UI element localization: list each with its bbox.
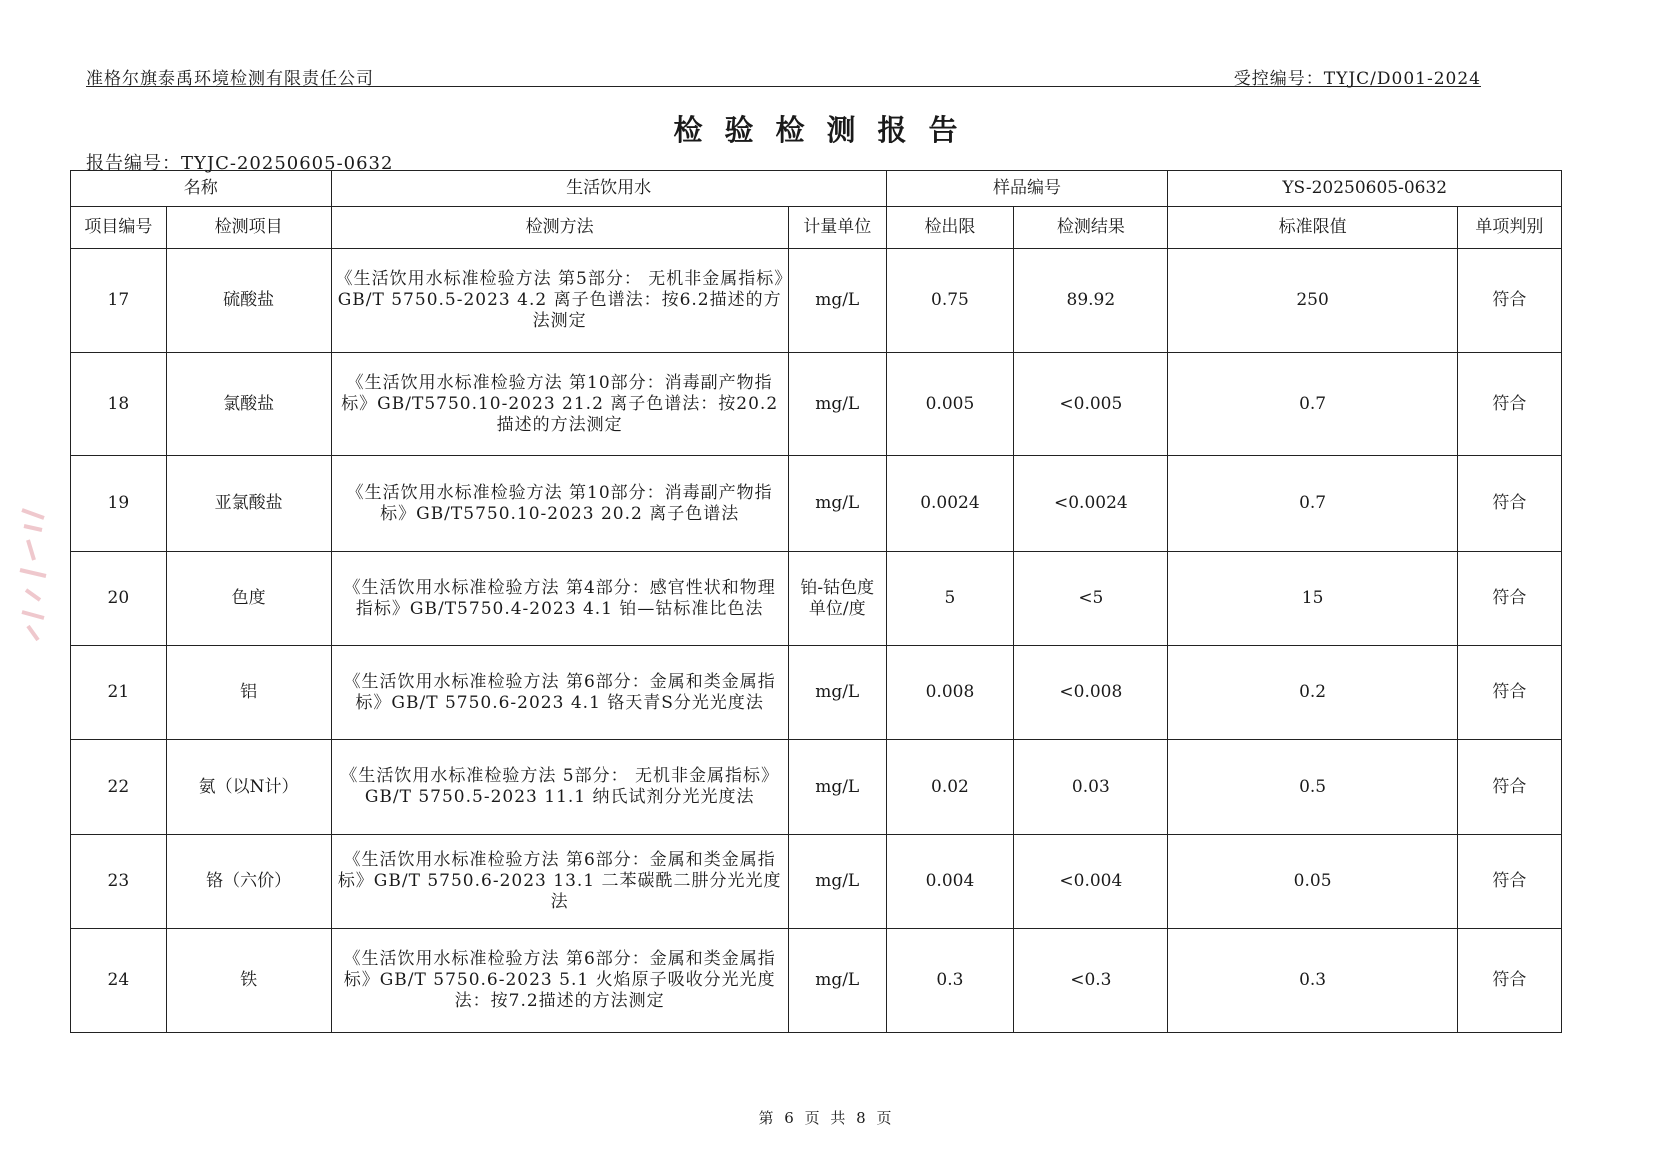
limit-cell: 0.008 — [886, 646, 1014, 740]
judge-cell: 符合 — [1457, 835, 1561, 929]
item-cell: 铁 — [166, 929, 331, 1033]
column-header-row — [71, 207, 1562, 249]
col-limit: 检出限 — [886, 207, 1014, 249]
result-cell: <0.008 — [1014, 646, 1168, 740]
result-cell: 0.03 — [1014, 740, 1168, 835]
judge-cell: 符合 — [1457, 456, 1561, 552]
method-cell: 《生活饮用水标准检验方法 第6部分：金属和类金属指标》GB/T 5750.6-2023 13.1 二苯碳酰二肼分光光度法 — [331, 835, 788, 929]
company-name: 准格尔旗泰禹环境检测有限责任公司 — [86, 69, 374, 89]
judge-cell: 符合 — [1457, 740, 1561, 835]
judge-cell: 符合 — [1457, 646, 1561, 740]
standard-cell: 250 — [1168, 249, 1457, 353]
result-cell: 89.92 — [1014, 249, 1168, 353]
item-no-cell: 23 — [71, 835, 167, 929]
item-cell: 亚氯酸盐 — [166, 456, 331, 552]
control-number: 受控编号：TYJC/D001-2024 — [1233, 69, 1481, 89]
item-no-cell: 20 — [71, 552, 167, 646]
item-cell: 色度 — [166, 552, 331, 646]
col-method: 检测方法 — [331, 207, 788, 249]
method-cell: 《生活饮用水标准检验方法 5部分： 无机非金属指标》GB/T 5750.5-2023 11.1 纳氏试剂分光光度法 — [331, 740, 788, 835]
col-standard: 标准限值 — [1168, 207, 1457, 249]
unit-cell: mg/L — [788, 835, 886, 929]
unit-cell: 铂-钴色度单位/度 — [788, 552, 886, 646]
seal-stamp-fragment — [14, 500, 54, 650]
table-row — [71, 740, 1562, 835]
item-cell: 硫酸盐 — [166, 249, 331, 353]
method-cell: 《生活饮用水标准检验方法 第10部分：消毒副产物指标》GB/T5750.10-2023 21.2 离子色谱法：按20.2描述的方法测定 — [331, 353, 788, 456]
method-cell: 《生活饮用水标准检验方法 第5部分： 无机非金属指标》GB/T 5750.5-2023 4.2 离子色谱法：按6.2描述的方法测定 — [331, 249, 788, 353]
limit-cell: 0.02 — [886, 740, 1014, 835]
col-item: 检测项目 — [166, 207, 331, 249]
method-cell: 《生活饮用水标准检验方法 第4部分：感官性状和物理指标》GB/T5750.4-2023 4.1 铂—钴标准比色法 — [331, 552, 788, 646]
standard-cell: 0.7 — [1168, 353, 1457, 456]
sample-label: 样品编号 — [886, 171, 1168, 207]
item-no-cell: 19 — [71, 456, 167, 552]
report-title: 检验检测报告 — [673, 113, 980, 147]
standard-cell: 0.05 — [1168, 835, 1457, 929]
standard-cell: 0.5 — [1168, 740, 1457, 835]
result-cell: <0.0024 — [1014, 456, 1168, 552]
limit-cell: 0.005 — [886, 353, 1014, 456]
result-cell: <0.3 — [1014, 929, 1168, 1033]
table-row — [71, 646, 1562, 740]
page-footer: 第 6 页 共 8 页 — [758, 1109, 895, 1127]
unit-cell: mg/L — [788, 929, 886, 1033]
method-cell: 《生活饮用水标准检验方法 第10部分：消毒副产物指标》GB/T5750.10-2023 20.2 离子色谱法 — [331, 456, 788, 552]
col-unit: 计量单位 — [788, 207, 886, 249]
item-cell: 氨（以N计） — [166, 740, 331, 835]
table-row — [71, 835, 1562, 929]
results-table — [70, 170, 1562, 1033]
item-no-cell: 17 — [71, 249, 167, 353]
unit-cell: mg/L — [788, 740, 886, 835]
table-row — [71, 456, 1562, 552]
item-cell: 铬（六价） — [166, 835, 331, 929]
result-cell: <5 — [1014, 552, 1168, 646]
standard-cell: 0.3 — [1168, 929, 1457, 1033]
name-label: 名称 — [71, 171, 332, 207]
item-cell: 氯酸盐 — [166, 353, 331, 456]
unit-cell: mg/L — [788, 249, 886, 353]
method-cell: 《生活饮用水标准检验方法 第6部分：金属和类金属指标》GB/T 5750.6-2023 4.1 铬天青S分光光度法 — [331, 646, 788, 740]
sample-value: YS-20250605-0632 — [1168, 171, 1562, 207]
table-row — [71, 929, 1562, 1033]
result-cell: <0.004 — [1014, 835, 1168, 929]
standard-cell: 15 — [1168, 552, 1457, 646]
standard-cell: 0.2 — [1168, 646, 1457, 740]
item-no-cell: 21 — [71, 646, 167, 740]
item-no-cell: 22 — [71, 740, 167, 835]
limit-cell: 0.004 — [886, 835, 1014, 929]
item-no-cell: 18 — [71, 353, 167, 456]
report-number: 报告编号：TYJC-20250605-0632 — [86, 153, 394, 174]
name-value: 生活饮用水 — [331, 171, 886, 207]
judge-cell: 符合 — [1457, 353, 1561, 456]
judge-cell: 符合 — [1457, 249, 1561, 353]
unit-cell: mg/L — [788, 353, 886, 456]
standard-cell: 0.7 — [1168, 456, 1457, 552]
judge-cell: 符合 — [1457, 552, 1561, 646]
table-row — [71, 249, 1562, 353]
method-cell: 《生活饮用水标准检验方法 第6部分：金属和类金属指标》GB/T 5750.6-2023 5.1 火焰原子吸收分光光度法：按7.2描述的方法测定 — [331, 929, 788, 1033]
table-row — [71, 552, 1562, 646]
item-cell: 铝 — [166, 646, 331, 740]
limit-cell: 0.3 — [886, 929, 1014, 1033]
unit-cell: mg/L — [788, 646, 886, 740]
item-no-cell: 24 — [71, 929, 167, 1033]
col-item-no: 项目编号 — [71, 207, 167, 249]
limit-cell: 0.0024 — [886, 456, 1014, 552]
info-row — [71, 171, 1562, 207]
col-result: 检测结果 — [1014, 207, 1168, 249]
limit-cell: 0.75 — [886, 249, 1014, 353]
unit-cell: mg/L — [788, 456, 886, 552]
judge-cell: 符合 — [1457, 929, 1561, 1033]
header-divider — [86, 86, 1481, 87]
limit-cell: 5 — [886, 552, 1014, 646]
table-row — [71, 353, 1562, 456]
col-judge: 单项判别 — [1457, 207, 1561, 249]
result-cell: <0.005 — [1014, 353, 1168, 456]
